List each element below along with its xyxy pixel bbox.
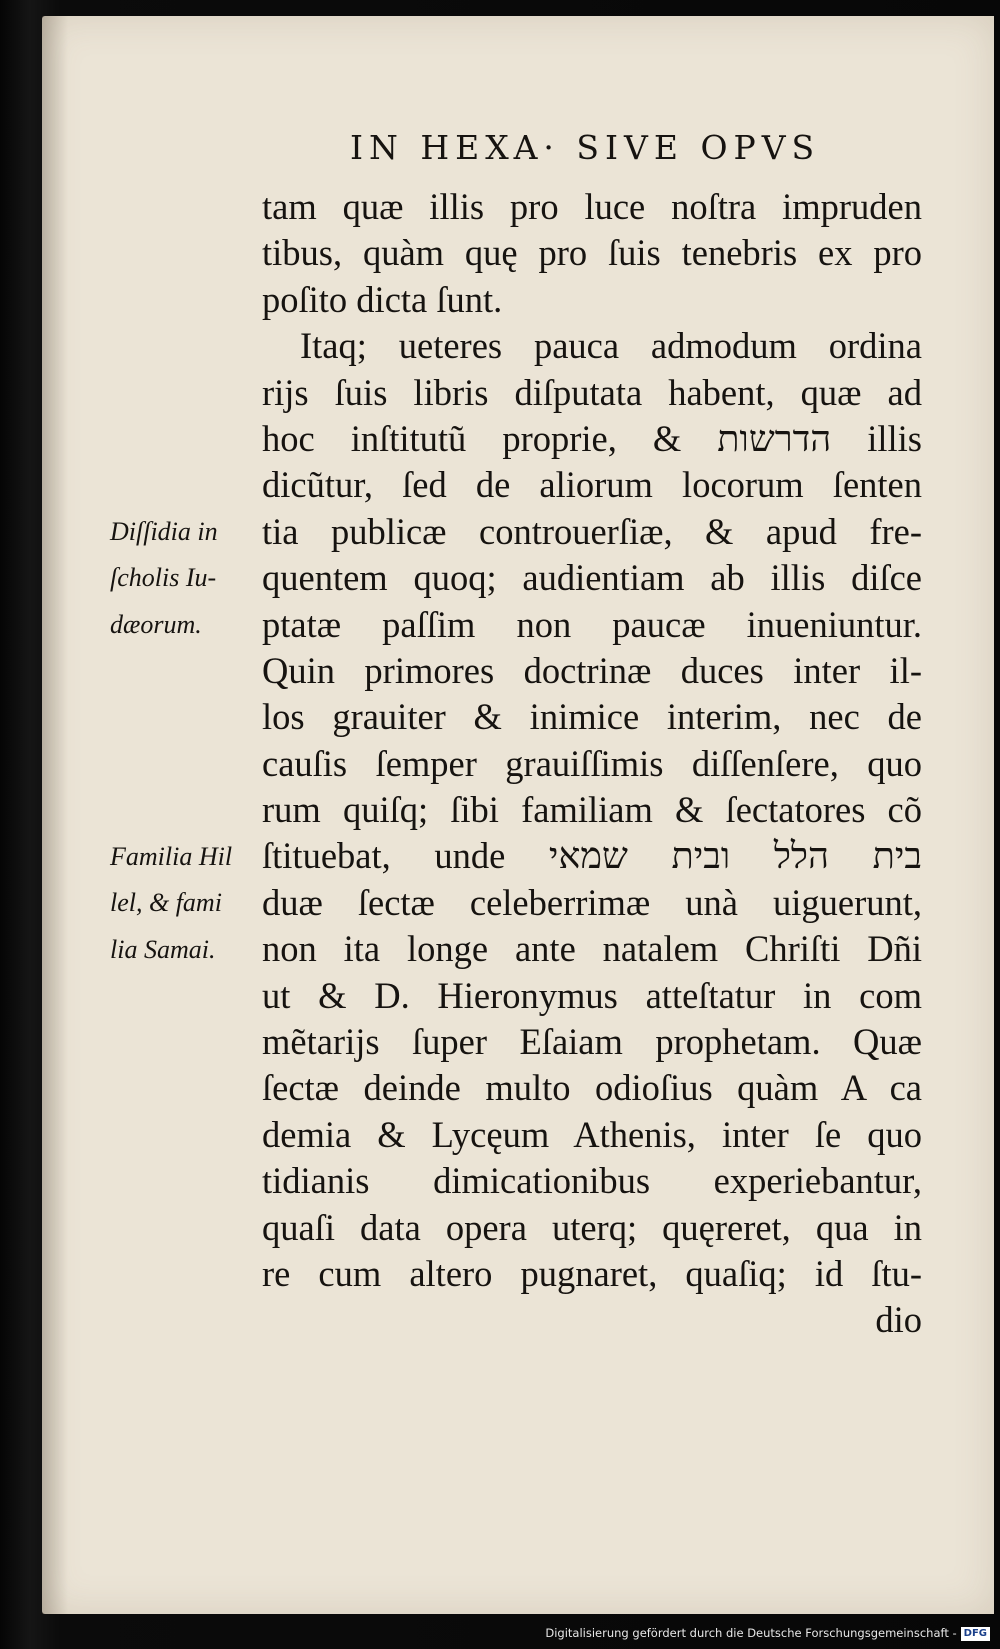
text-line: demia & Lycęum Athenis, inter ſe quo bbox=[262, 1113, 922, 1155]
text-line: quentem quoq; audientiam ab illis diſce bbox=[262, 557, 922, 599]
text-line: tidianis dimicationibus experiebantur, bbox=[262, 1160, 922, 1202]
text-line: rum quiſq; ſibi familiam & ſectatores cõ bbox=[262, 789, 922, 831]
text-line: ſtituebat, unde בית הלל ובית שמאי bbox=[262, 835, 923, 877]
text-line: Itaq; ueteres pauca admodum ordina bbox=[300, 325, 922, 367]
text-line: quaſi data opera uterq; quęreret, qua in bbox=[262, 1206, 922, 1248]
text-line: tia publicæ controuerſiæ, & apud fre- bbox=[262, 510, 922, 552]
digitization-footer bbox=[0, 1621, 990, 1645]
text-line: rijs ſuis libris diſputata habent, quæ ad bbox=[262, 371, 922, 413]
marginal-line: Diſſidia in bbox=[110, 517, 218, 546]
text-line: hoc inſtitutũ proprie, & הדרשות illis bbox=[262, 417, 922, 459]
running-head: IN HEXA· SIVE OPVS bbox=[350, 128, 821, 167]
text-line: Quin primores doctrinæ duces inter il- bbox=[262, 649, 922, 691]
marginal-line: lel, & fami bbox=[110, 888, 222, 918]
marginal-line: ſcholis Iu- bbox=[110, 563, 217, 593]
text-line: ptatæ paſſim non paucæ inueniuntur. bbox=[262, 603, 922, 645]
catchword: dio bbox=[875, 1299, 922, 1341]
text-line: tam quæ illis pro luce noſtra impruden bbox=[262, 186, 922, 227]
text-line: poſito dicta ſunt. bbox=[262, 278, 503, 320]
marginal-line: Familia Hil bbox=[110, 842, 233, 871]
text-line: dicũtur, ſed de aliorum locorum ſenten bbox=[262, 464, 922, 506]
marginal-line: lia Samai. bbox=[110, 934, 216, 964]
page-gutter-shadow bbox=[42, 16, 68, 1614]
marginal-line: dæorum. bbox=[110, 609, 202, 639]
dfg-logo: DFG bbox=[961, 1627, 990, 1641]
footer-text: Digitalisierung gefördert durch die Deutsche Forschungsgemeinschaft - bbox=[545, 1626, 957, 1640]
text-line: ſectæ deinde multo odioſius quàm A ca bbox=[262, 1067, 922, 1109]
text-line: re cum altero pugnaret, quaſiq; id ſtu- bbox=[262, 1252, 922, 1294]
marginal-note-dissidia bbox=[110, 509, 260, 648]
text-line: mẽtarijs ſuper Eſaiam prophetam. Quæ bbox=[262, 1021, 922, 1063]
text-line: los grauiter & inimice interim, nec de bbox=[262, 696, 922, 738]
text-line: tibus, quàm quę pro ſuis tenebris ex pro bbox=[262, 232, 922, 274]
text-line: duæ ſectæ celeberrimæ unà uiguerunt, bbox=[262, 881, 922, 923]
text-line: cauſis ſemper grauiſſimis diſſenſere, quo bbox=[262, 742, 922, 784]
text-line: ut & D. Hieronymus atteſtatur in com bbox=[262, 974, 922, 1016]
text-line: non ita longe ante natalem Chriſti Dñi bbox=[262, 928, 922, 970]
marginal-note-familia bbox=[110, 834, 260, 973]
body-text bbox=[262, 184, 922, 1344]
